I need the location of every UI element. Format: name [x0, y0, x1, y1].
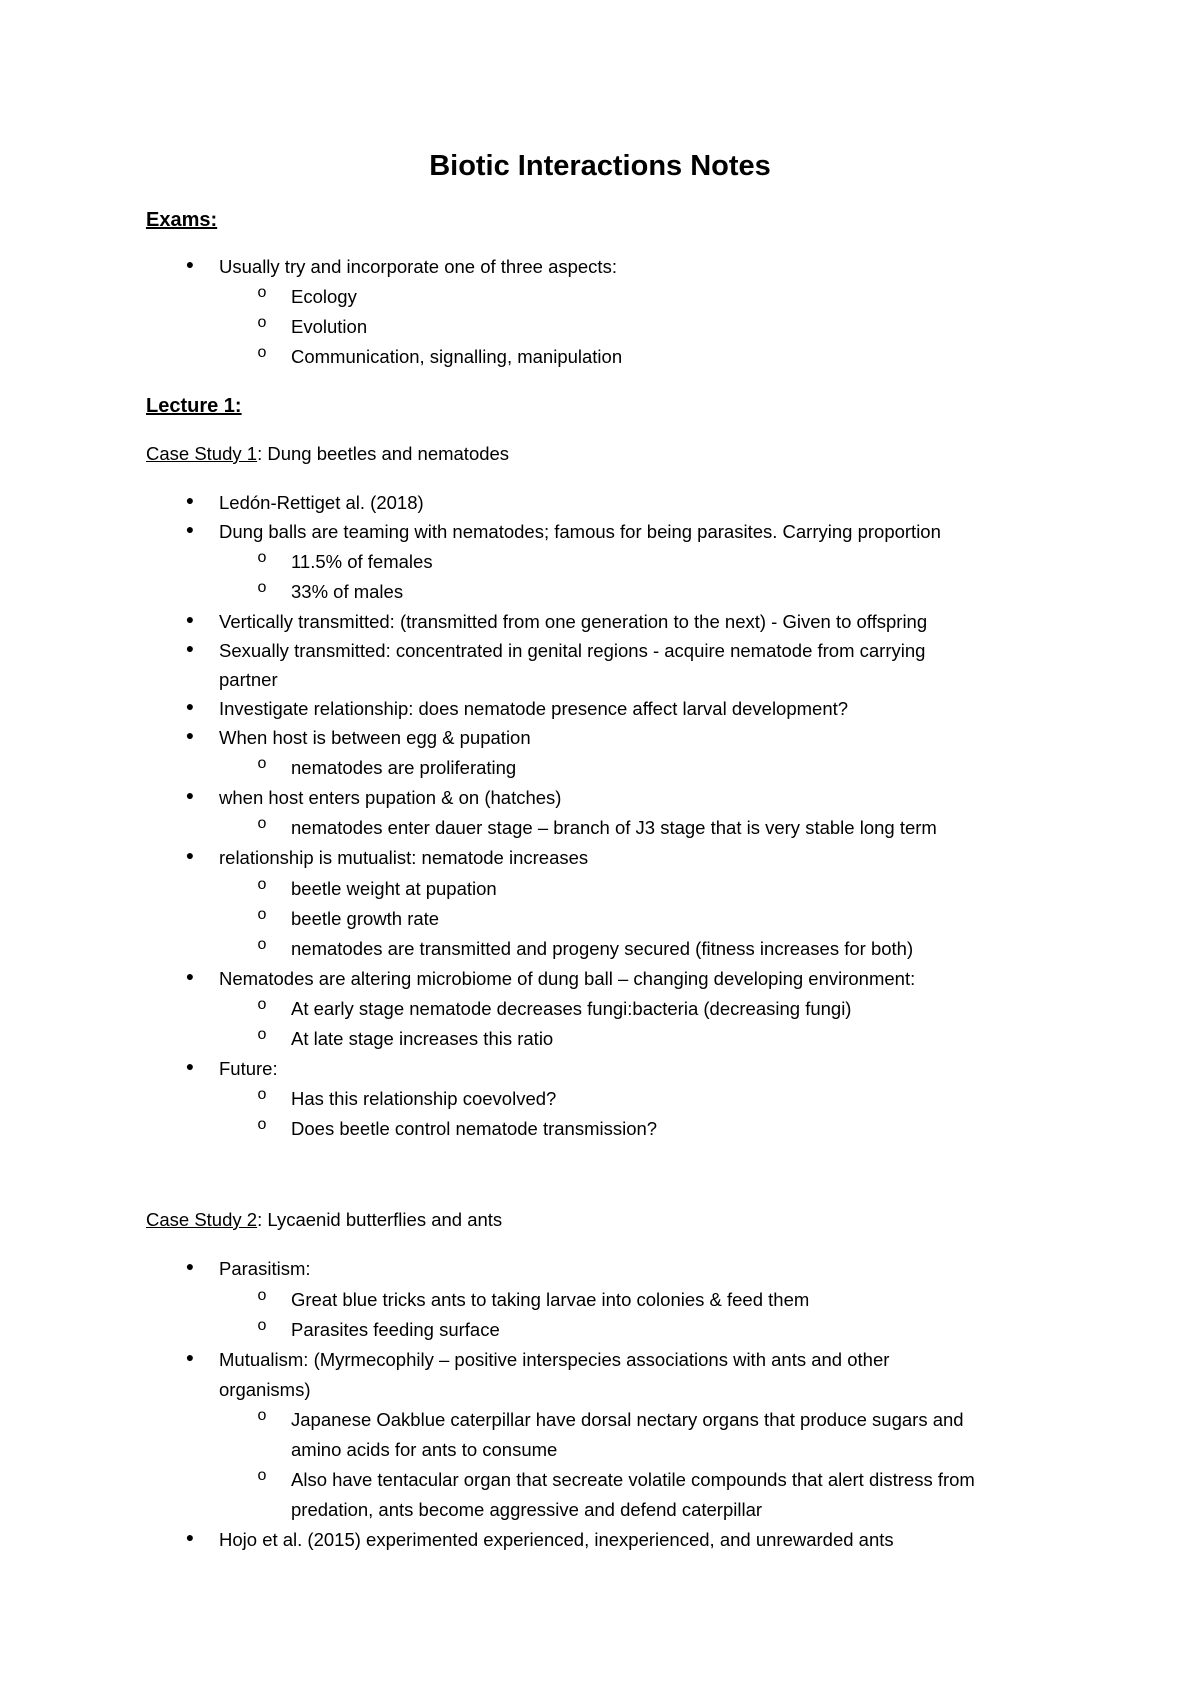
sub-bullet-icon: o — [257, 314, 267, 331]
list-item: Sexually transmitted: concentrated in genital regions - acquire nematode from carrying — [219, 640, 926, 661]
sub-list-item-continuation: predation, ants become aggressive and defend caterpillar — [291, 1499, 763, 1520]
list-item: Vertically transmitted: (transmitted from one generation to the next) - Given to offspring — [219, 611, 928, 632]
list-item: relationship is mutualist: nematode increases — [219, 847, 589, 868]
case-study-2-label: Case Study 2 — [146, 1209, 258, 1230]
bullet-icon: ● — [185, 521, 195, 537]
lecture1-heading: Lecture 1: — [146, 395, 242, 417]
bullet-icon: ● — [185, 847, 195, 863]
bullet-icon: ● — [185, 698, 195, 714]
sub-bullet-icon: o — [257, 549, 267, 566]
case-study-2-heading — [146, 1208, 502, 1232]
list-item: Parasitism: — [219, 1258, 311, 1279]
sub-bullet-icon: o — [257, 1407, 267, 1424]
case-study-1-label: Case Study 1 — [146, 443, 258, 464]
list-item: when host enters pupation & on (hatches) — [219, 787, 562, 808]
case-study-1-topic: : Dung beetles and nematodes — [257, 443, 510, 464]
bullet-icon: ● — [185, 968, 195, 984]
bullet-icon: ● — [185, 611, 195, 627]
sub-list-item: Ecology — [291, 286, 357, 307]
sub-list-item: 33% of males — [291, 581, 404, 602]
sub-list-item: beetle weight at pupation — [291, 878, 497, 899]
sub-bullet-icon: o — [257, 1086, 267, 1103]
sub-list-item: beetle growth rate — [291, 908, 440, 929]
sub-list-item: 11.5% of females — [291, 551, 433, 572]
list-item: Dung balls are teaming with nematodes; famous for being parasites. Carrying proportion — [219, 521, 941, 542]
exams-heading-colon: : — [210, 209, 218, 231]
exams-heading-text: Exams — [146, 209, 211, 231]
case-study-1-heading — [146, 442, 509, 466]
bullet-icon: ● — [185, 1349, 195, 1365]
case-study-2-topic: : Lycaenid butterflies and ants — [257, 1209, 503, 1230]
sub-bullet-icon: o — [257, 344, 267, 361]
page-title: Biotic Interactions Notes — [429, 150, 771, 182]
sub-list-item-continuation: amino acids for ants to consume — [291, 1439, 558, 1460]
bullet-icon: ● — [185, 492, 195, 508]
sub-list-item: Does beetle control nematode transmission? — [291, 1118, 658, 1139]
sub-bullet-icon: o — [257, 1317, 267, 1334]
bullet-icon: ● — [185, 787, 195, 803]
sub-list-item: Has this relationship coevolved? — [291, 1088, 557, 1109]
list-item: Investigate relationship: does nematode presence affect larval development? — [219, 698, 849, 719]
sub-list-item: Japanese Oakblue caterpillar have dorsal nectary organs that produce sugars and — [291, 1409, 964, 1430]
sub-bullet-icon: o — [257, 1026, 267, 1043]
list-item: Usually try and incorporate one of three aspects: — [219, 256, 617, 277]
sub-bullet-icon: o — [257, 876, 267, 893]
sub-list-item: Evolution — [291, 316, 368, 337]
sub-bullet-icon: o — [257, 815, 267, 832]
sub-list-item: Parasites feeding surface — [291, 1319, 500, 1340]
sub-list-item: nematodes are transmitted and progeny secured (fitness increases for both) — [291, 938, 914, 959]
sub-list-item: Great blue tricks ants to taking larvae into colonies & feed them — [291, 1289, 810, 1310]
bullet-icon: ● — [185, 640, 195, 656]
bullet-icon: ● — [185, 1058, 195, 1074]
list-item: Ledón-Rettiget al. (2018) — [219, 492, 424, 513]
sub-bullet-icon: o — [257, 1116, 267, 1133]
sub-bullet-icon: o — [257, 996, 267, 1013]
list-item: When host is between egg & pupation — [219, 727, 531, 748]
list-item: Future: — [219, 1058, 278, 1079]
sub-list-item: nematodes enter dauer stage – branch of J3 stage that is very stable long term — [291, 817, 937, 838]
sub-list-item: Communication, signalling, manipulation — [291, 346, 623, 367]
bullet-icon: ● — [185, 1258, 195, 1274]
sub-bullet-icon: o — [257, 1467, 267, 1484]
sub-bullet-icon: o — [257, 936, 267, 953]
sub-bullet-icon: o — [257, 755, 267, 772]
sub-bullet-icon: o — [257, 906, 267, 923]
sub-list-item: nematodes are proliferating — [291, 757, 517, 778]
sub-list-item: At late stage increases this ratio — [291, 1028, 554, 1049]
list-item-continuation: partner — [219, 669, 278, 690]
list-item: Hojo et al. (2015) experimented experienced, inexperienced, and unrewarded ants — [219, 1529, 894, 1550]
exams-heading — [146, 208, 217, 232]
sub-list-item: Also have tentacular organ that secreate volatile compounds that alert distress from — [291, 1469, 975, 1490]
sub-list-item: At early stage nematode decreases fungi:bacteria (decreasing fungi) — [291, 998, 852, 1019]
bullet-icon: ● — [185, 256, 195, 272]
list-item: Mutualism: (Myrmecophily – positive interspecies associations with ants and other — [219, 1349, 890, 1370]
sub-bullet-icon: o — [257, 1287, 267, 1304]
list-item: Nematodes are altering microbiome of dung ball – changing developing environment: — [219, 968, 916, 989]
sub-bullet-icon: o — [257, 284, 267, 301]
sub-bullet-icon: o — [257, 579, 267, 596]
list-item-continuation: organisms) — [219, 1379, 311, 1400]
bullet-icon: ● — [185, 727, 195, 743]
bullet-icon: ● — [185, 1529, 195, 1545]
